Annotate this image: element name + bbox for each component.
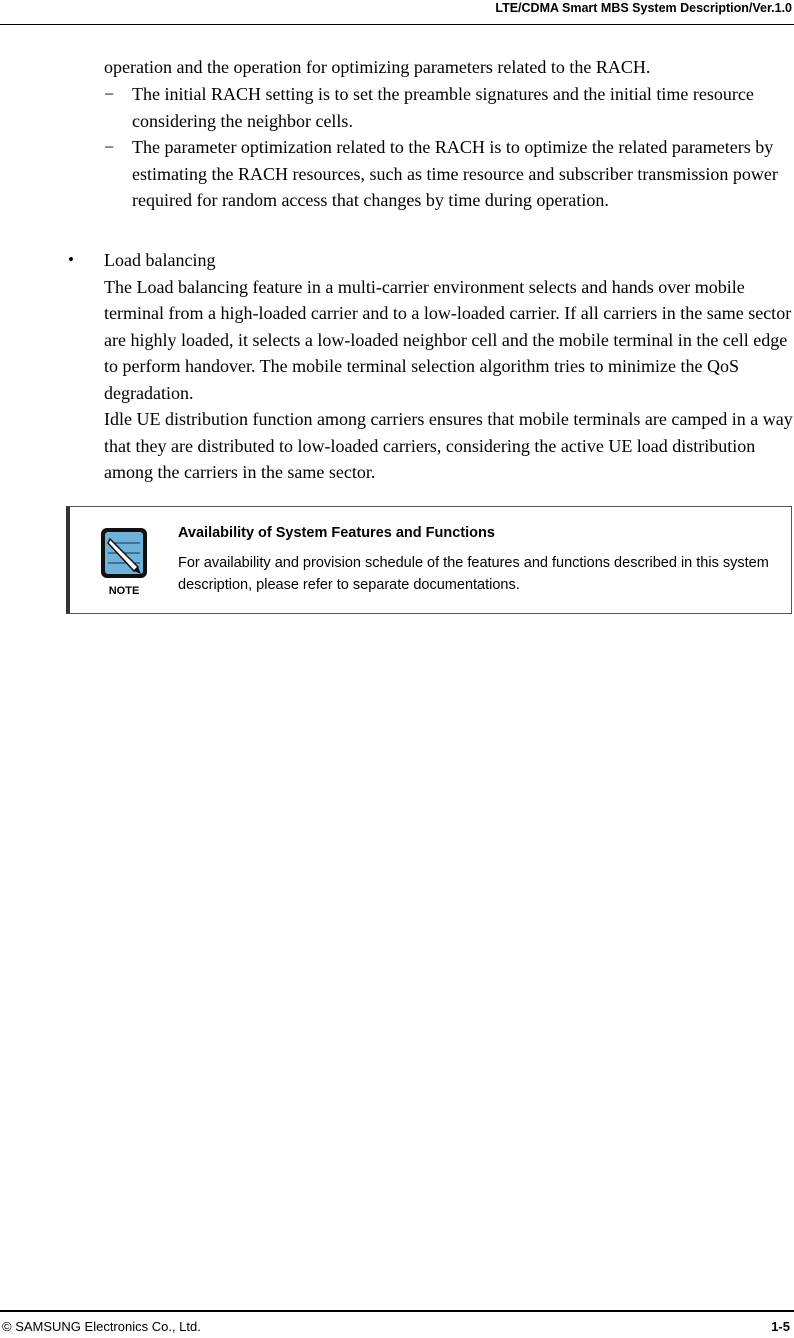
dash-item [104, 81, 784, 134]
load-balancing-section [68, 247, 793, 486]
note-box [66, 506, 792, 614]
note-icon [100, 527, 150, 599]
note-text: For availability and provision schedule of the features and functions described in this system description, please refer to separate documentations. [178, 555, 769, 593]
intro-line: operation and the operation for optimizing parameters related to the RACH. [104, 57, 651, 77]
page-header [0, 0, 794, 25]
section-title: Load balancing [104, 250, 216, 270]
dash-marker: − [104, 137, 115, 157]
bullet-marker: • [68, 250, 74, 269]
page-number: 1-5 [771, 1319, 790, 1334]
note-pencil-icon [100, 527, 150, 599]
dash-item-text: The initial RACH setting is to set the preamble signatures and the initial time resource considering the neighbor cells. [132, 84, 754, 131]
dash-item-text: The parameter optimization related to the RACH is to optimize the related parameters by estimating the RACH resources, such as time resource and subscriber transmission power required for random access that changes by time during operation. [132, 137, 778, 210]
paragraph: Idle UE distribution function among carriers ensures that mobile terminals are camped in a way that they are distributed to low-loaded carriers, considering the active UE load distribution among the carriers in the same sector. [104, 409, 793, 482]
note-icon-label: NOTE [108, 585, 140, 597]
document-title: LTE/CDMA Smart MBS System Description/Ver.1.0 [495, 1, 792, 15]
note-title: Availability of System Features and Functions [178, 525, 495, 541]
page-footer [0, 1310, 794, 1338]
paragraph: The Load balancing feature in a multi-carrier environment selects and hands over mobile terminal from a high-loaded carrier and to a low-loaded carrier. If all carriers in the same sector are highly loaded, it selects a low-loaded neighbor cell and the mobile terminal in the cell edge to perform handover. The mobile terminal selection algorithm tries to minimize the QoS degradation. [104, 276, 792, 403]
dash-marker: − [104, 84, 115, 104]
copyright: © SAMSUNG Electronics Co., Ltd. [2, 1319, 201, 1334]
dash-item [104, 134, 784, 214]
